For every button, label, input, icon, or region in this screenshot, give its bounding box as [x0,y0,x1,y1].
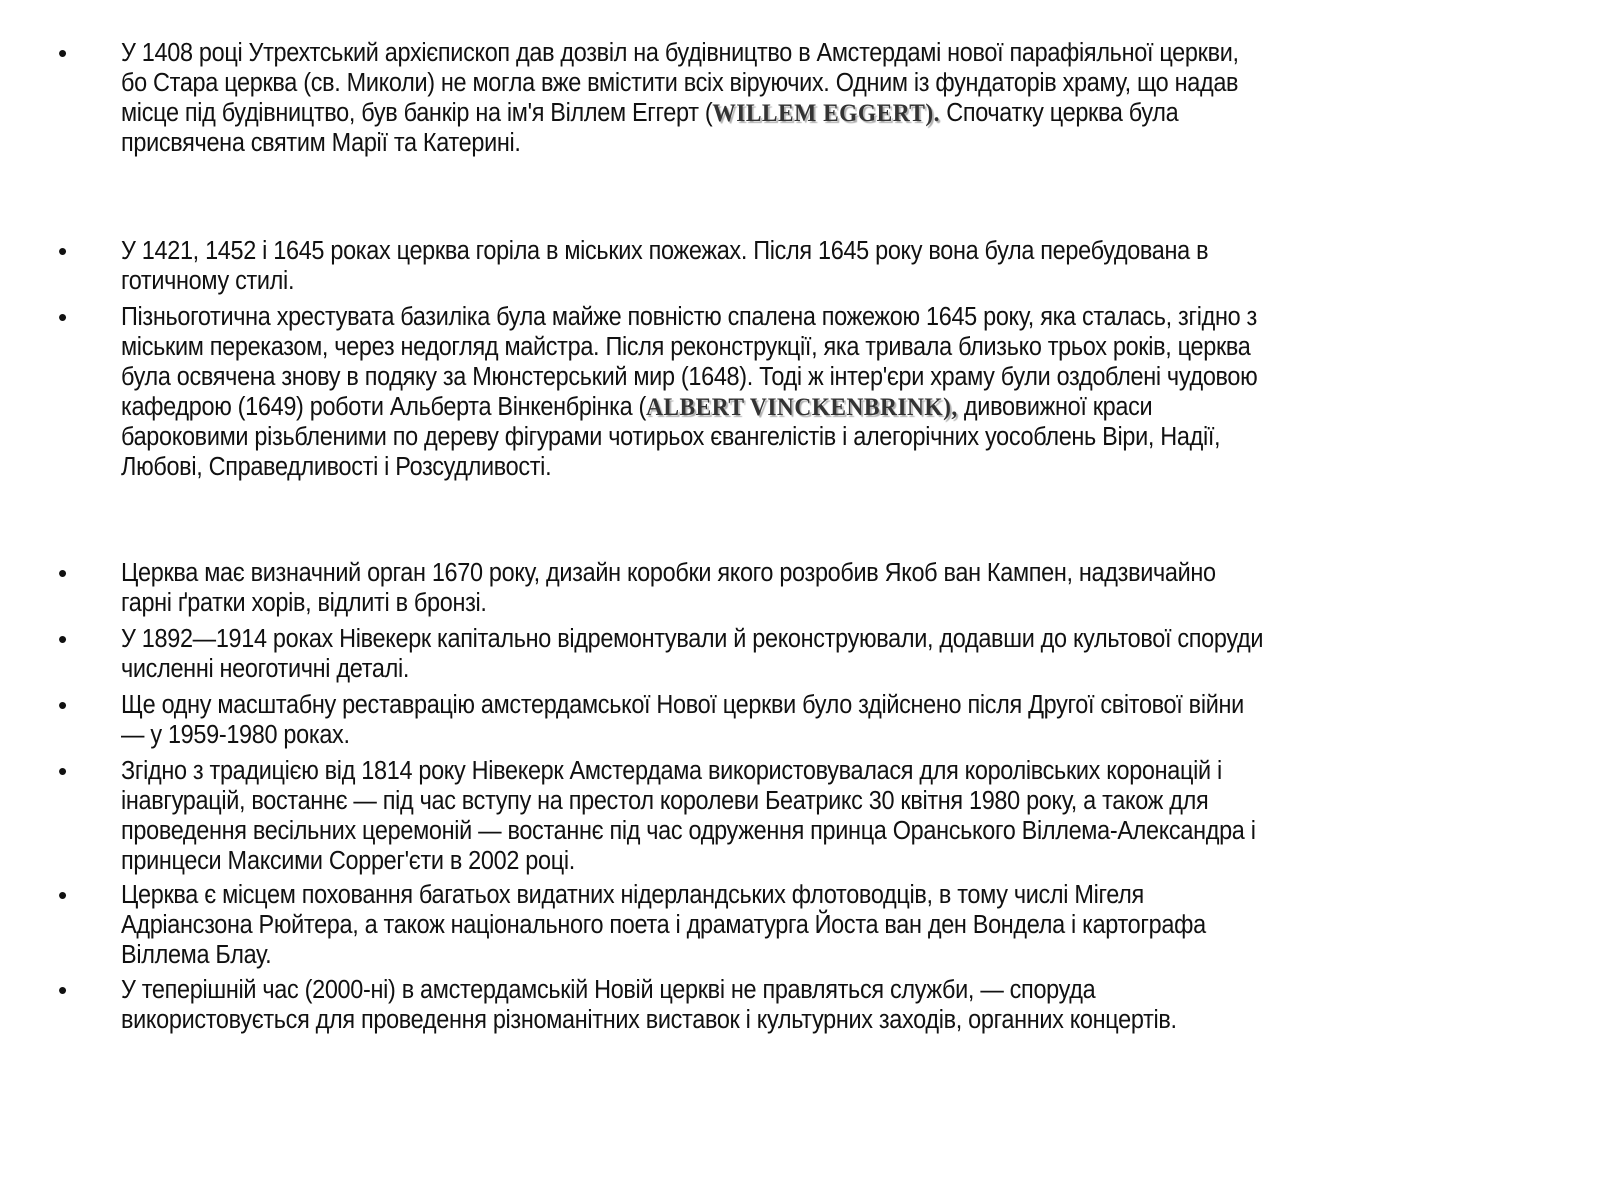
text-segment: принцеси Максими Соррег'єти в 2002 році. [121,847,575,875]
text-segment: бароковими різьбленими по дереву фігурами чотирьох євангелістів і алегорічних уособлень Віри, Надії, [121,423,1221,451]
text-line [121,558,1455,588]
text-segment: проведення весільних церемоній — востаннє під час одруження принца Оранського Віллема-Александра і [121,817,1256,845]
bullet-text [121,975,1571,1035]
text-segment: використовується для проведення різноманітних виставок і культурних заходів, органних концертів. [121,1006,1177,1034]
text-segment: гарні ґратки хорів, відлиті в бронзі. [121,589,487,617]
text-line [121,362,1455,392]
bullet-text [121,236,1571,296]
bullet-icon: • [58,975,68,1005]
bullet-icon: • [58,38,68,68]
text-line [121,588,1455,618]
text-segment: Пізньоготична хрестувата базиліка була майже повністю спалена пожежою 1645 року, яка сталась, згідно з [121,303,1257,331]
text-line [121,452,1455,482]
text-line [121,392,1455,422]
text-line [121,786,1455,816]
text-segment: У теперішній час (2000-ні) в амстердамській Новій церкві не правляться служби, — споруда [121,976,1096,1004]
text-segment: Спочатку церква була [940,99,1179,127]
bullet-icon: • [58,756,68,786]
text-line [121,302,1455,332]
bullet-icon: • [58,236,68,266]
text-segment: — у 1959-1980 роках. [121,721,350,749]
bullet-icon: • [58,624,68,654]
text-segment: кафедрою (1649) роботи Альберта Вінкенбрінка ( [121,393,647,421]
text-segment: У 1421, 1452 і 1645 роках церква горіла в міських пожежах. Після 1645 року вона була перебудована в [121,237,1209,265]
text-segment: присвячена святим Марії та Катерині. [121,129,521,157]
text-line [121,910,1455,940]
text-line [121,266,1455,296]
text-line [121,816,1455,846]
latin-name: ALBERT VINCKENBRINK), [646,392,958,421]
text-line [121,846,1455,876]
bullet-text [121,756,1571,876]
text-line [121,940,1455,970]
text-segment: готичному стилі. [121,267,295,295]
text-line [121,1005,1455,1035]
text-line [121,720,1455,750]
text-segment: У 1892—1914 роках Нівекерк капітально відремонтували й реконструювали, додавши до культової споруди [121,625,1264,653]
text-segment: У 1408 році Утрехтський архієпископ дав дозвіл на будівництво в Амстердамі нової парафіяльної церкви, [121,39,1239,67]
text-segment: Адріансзона Рюйтера, а також національного поета і драматурга Йоста ван ден Вондела і картографа [121,911,1206,939]
bullet-icon: • [58,302,68,332]
text-segment: дивовижної краси [957,393,1153,421]
text-segment: місце під будівництво, був банкір на ім'я Віллем Еггерт ( [121,99,713,127]
text-line [121,68,1455,98]
text-line [121,690,1455,720]
text-line [121,975,1455,1005]
text-segment: численні неоготичні деталі. [121,655,410,683]
text-segment: бо Стара церква (св. Миколи) не могла вже вмістити всіх віруючих. Одним із фундаторів храму, що надав [121,69,1239,97]
text-line [121,38,1455,68]
bullet-text [121,302,1571,482]
bullet-text [121,624,1571,684]
text-segment: Церква має визначний орган 1670 року, дизайн коробки якого розробив Якоб ван Кампен, надзвичайно [121,559,1216,587]
text-line [121,654,1455,684]
text-segment: Згідно з традицією від 1814 року Нівекерк Амстердама використовувалася для королівських коронацій і [121,757,1222,785]
bullet-text [121,38,1571,158]
text-line [121,880,1455,910]
text-line [121,128,1455,158]
text-segment: міським переказом, через недогляд майстра. Після реконструкції, яка тривала близько трьох років, церква [121,333,1251,361]
text-segment: Любові, Справедливості і Розсудливості. [121,453,552,481]
text-segment: Віллема Блау. [121,941,272,969]
text-line [121,98,1455,128]
bullet-icon: • [58,880,68,910]
text-line [121,756,1455,786]
text-segment: Ще одну масштабну реставрацію амстердамської Нової церкви було здійснено після Другої світової війни [121,691,1244,719]
latin-name: WILLEM EGGERT). [712,98,941,127]
text-segment: Церква є місцем поховання багатьох видатних нідерландських флотоводців, в тому числі Мігеля [121,881,1144,909]
bullet-icon: • [58,558,68,588]
bullet-icon: • [58,690,68,720]
bullet-text [121,690,1571,750]
bullet-text [121,880,1571,970]
text-segment: інавгурацій, востаннє — під час вступу на престол королеви Беатрикс 30 квітня 1980 року, а також для [121,787,1209,815]
text-line [121,422,1455,452]
text-line [121,332,1455,362]
text-line [121,236,1455,266]
text-line [121,624,1455,654]
text-segment: була освячена знову в подяку за Мюнстерський мир (1648). Тоді ж інтер'єри храму були оздоблені чудовою [121,363,1258,391]
bullet-text [121,558,1571,618]
